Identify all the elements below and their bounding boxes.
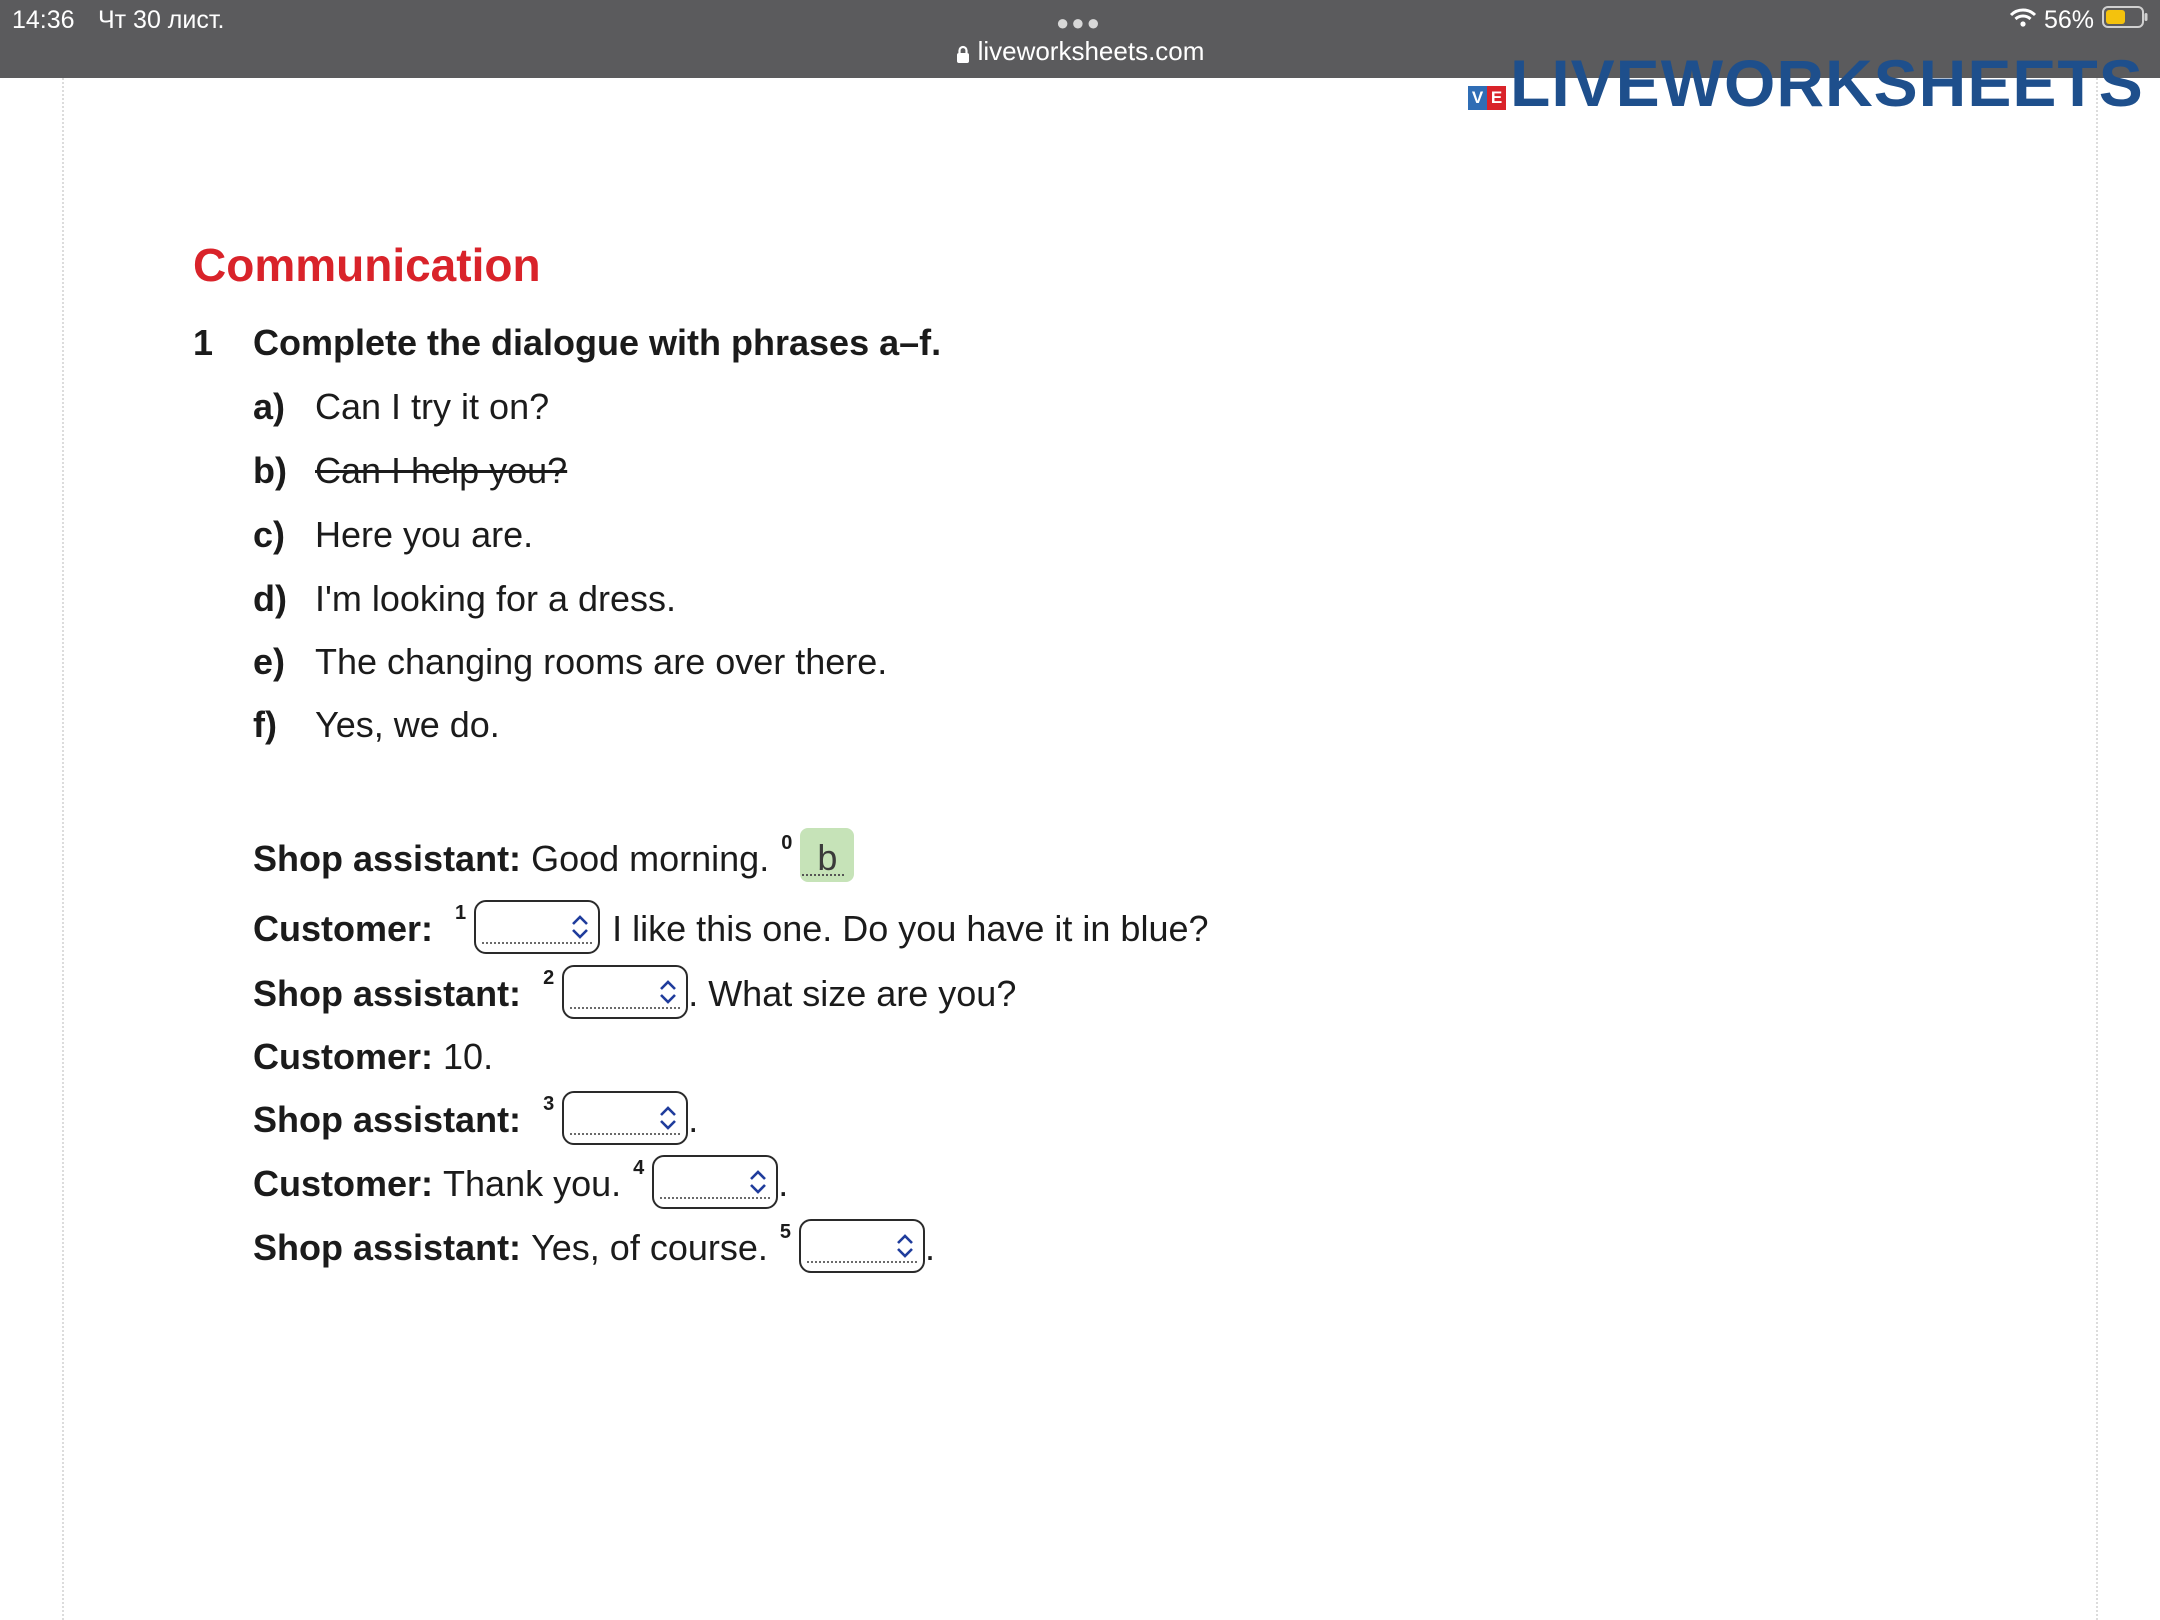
- gap-number: 4: [633, 1157, 645, 1179]
- gap-number: 3: [543, 1093, 555, 1115]
- line-text: Thank you.: [443, 1163, 622, 1204]
- option-text-struck: Can I help you?: [315, 450, 568, 491]
- battery-icon: [2102, 6, 2148, 35]
- page-border-right: [2096, 78, 2098, 1620]
- speaker-label: Customer:: [253, 908, 434, 949]
- line-text: Yes, of course.: [531, 1227, 768, 1268]
- logo-badge-e: E: [1487, 86, 1506, 110]
- option-f: [253, 704, 500, 746]
- option-letter: f): [253, 704, 277, 745]
- more-dots-icon[interactable]: ●●●: [1056, 10, 1102, 35]
- gap-number: 2: [543, 967, 555, 989]
- dialogue-line-3: [253, 1036, 493, 1078]
- gap-number: 0: [781, 832, 793, 854]
- dialogue-line-6: [253, 1221, 936, 1273]
- speaker-label: Customer:: [253, 1163, 434, 1204]
- dialogue-line-5: [253, 1157, 789, 1209]
- option-letter: e): [253, 641, 286, 682]
- status-date: Чт 30 лист.: [98, 6, 225, 34]
- dialogue-line-2: [253, 967, 1017, 1019]
- option-e: [253, 641, 887, 683]
- answer-dropdown-5[interactable]: [799, 1219, 925, 1273]
- line-text: 10.: [443, 1036, 494, 1077]
- option-d: [253, 578, 676, 620]
- answer-dropdown-2[interactable]: [562, 965, 688, 1019]
- speaker-label: Customer:: [253, 1036, 434, 1077]
- page-border-left: [62, 78, 64, 1620]
- logo-text: LIVEWORKSHEETS: [1510, 46, 2144, 120]
- speaker-label: Shop assistant:: [253, 1227, 522, 1268]
- chevron-updown-icon: [895, 1233, 915, 1259]
- option-b: [253, 450, 567, 492]
- answer-dropdown-3[interactable]: [562, 1091, 688, 1145]
- answer-dropdown-1[interactable]: [474, 900, 600, 954]
- chevron-updown-icon: [748, 1169, 768, 1195]
- gap-number: 1: [455, 902, 467, 924]
- option-letter: c): [253, 514, 286, 555]
- dialogue-line-0: [253, 832, 854, 882]
- url-text: liveworksheets.com: [977, 36, 1205, 66]
- chevron-updown-icon: [658, 979, 678, 1005]
- speaker-label: Shop assistant:: [253, 973, 522, 1014]
- line-text: I like this one. Do you have it in blue?: [612, 908, 1209, 949]
- line-text: .: [925, 1227, 936, 1268]
- answer-dropdown-4[interactable]: [652, 1155, 778, 1209]
- exercise-number: 1: [193, 322, 214, 363]
- option-letter: d): [253, 578, 287, 619]
- option-text: The changing rooms are over there.: [315, 641, 888, 682]
- exercise-instruction: Complete the dialogue with phrases a–f.: [253, 322, 942, 363]
- chevron-updown-icon: [658, 1105, 678, 1131]
- status-time: 14:36: [12, 6, 75, 34]
- section-title: Communication: [193, 239, 541, 291]
- option-a: [253, 386, 549, 428]
- line-text: .: [778, 1163, 789, 1204]
- line-text: Good morning.: [531, 838, 770, 879]
- liveworksheets-logo: [1468, 46, 2144, 120]
- lock-icon: [956, 39, 970, 70]
- option-letter: b): [253, 450, 287, 491]
- chevron-updown-icon: [570, 914, 590, 940]
- wifi-icon: [2010, 6, 2036, 35]
- example-answer-box: b: [800, 828, 854, 882]
- option-c: [253, 514, 533, 556]
- gap-number: 5: [779, 1221, 791, 1243]
- dialogue-line-4: [253, 1093, 699, 1145]
- logo-badge: [1468, 86, 1506, 110]
- line-text: . What size are you?: [688, 973, 1017, 1014]
- option-letter: a): [253, 386, 286, 427]
- option-text: Can I try it on?: [315, 386, 550, 427]
- status-indicators: [2010, 6, 2148, 35]
- line-text: .: [688, 1099, 699, 1140]
- dialogue-line-1: [253, 902, 1209, 954]
- battery-percent: 56%: [2043, 6, 2094, 34]
- speaker-label: Shop assistant:: [253, 838, 522, 879]
- option-text: Yes, we do.: [315, 704, 500, 745]
- option-text: I'm looking for a dress.: [315, 578, 677, 619]
- logo-badge-v: V: [1468, 86, 1487, 110]
- speaker-label: Shop assistant:: [253, 1099, 522, 1140]
- option-text: Here you are.: [315, 514, 534, 555]
